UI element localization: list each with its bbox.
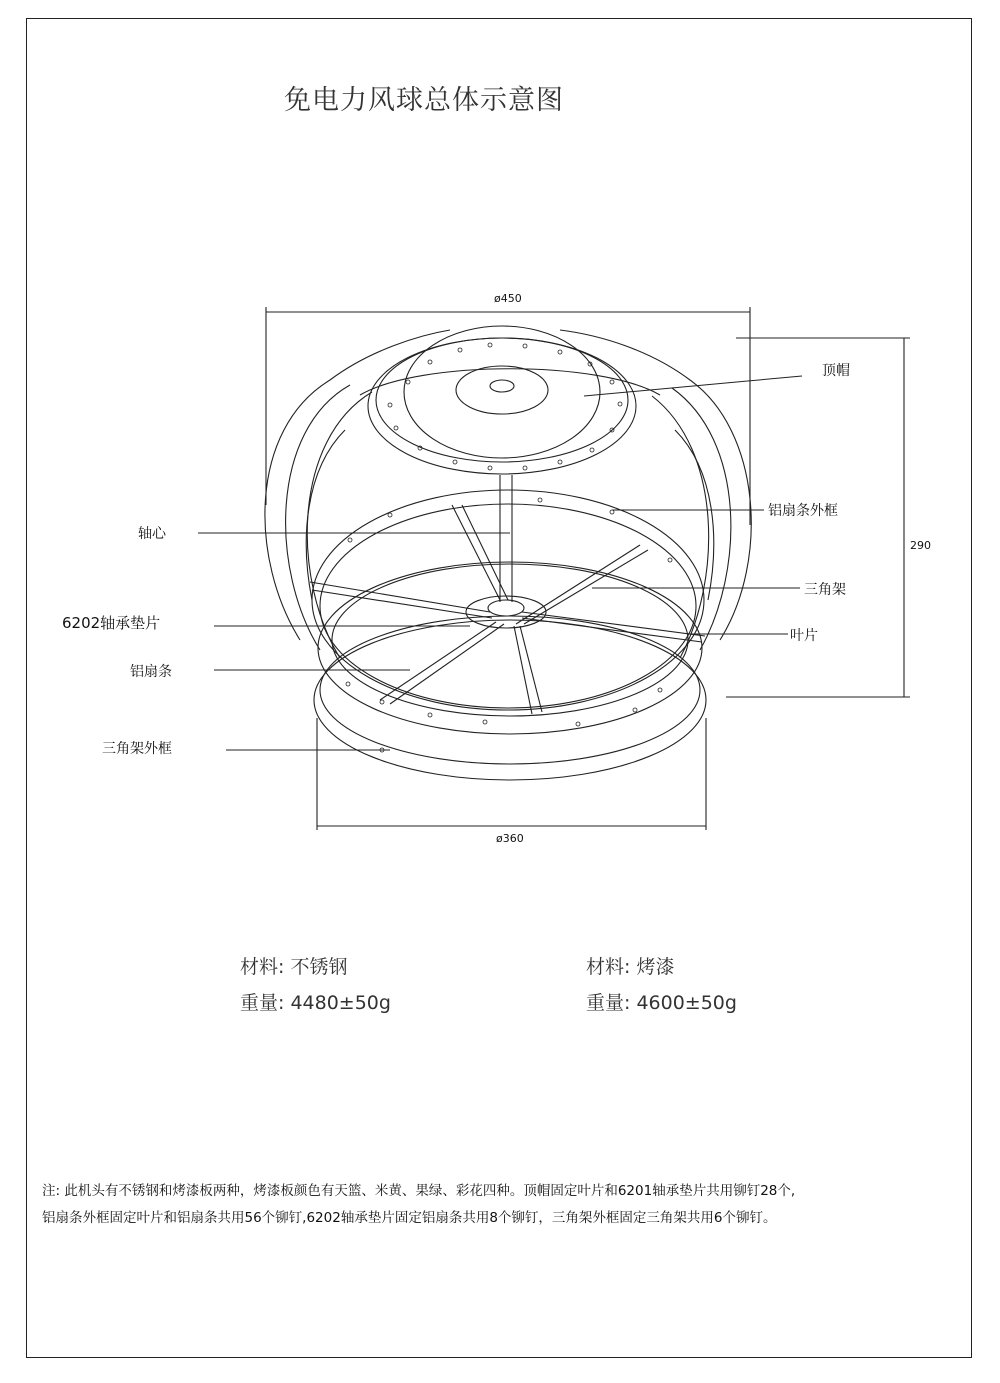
bottom-diameter-dimension [317,718,706,830]
spec-right-material: 材料: 烤漆 [586,956,675,978]
top-diameter-dimension [266,307,750,525]
globe-vanes [265,330,751,658]
rivets [346,343,672,752]
bottom-diameter-label: ø360 [496,832,524,845]
label-aluminum-strip: 铝扇条 [130,664,172,680]
spec-right-weight: 重量: 4600±50g [586,992,737,1014]
label-outer-frame: 铝扇条外框 [768,503,838,519]
label-shaft: 轴心 [138,526,166,542]
page-title: 免电力风球总体示意图 [284,85,564,116]
spec-left-material: 材料: 不锈钢 [240,956,348,978]
top-diameter-label: ø450 [494,292,522,305]
top-cap [368,326,636,474]
label-bearing-pad: 6202轴承垫片 [62,614,161,632]
spec-left-weight: 重量: 4480±50g [240,992,391,1014]
bottom-ring [314,562,706,780]
label-blade: 叶片 [790,628,818,644]
note-text: 注: 此机头有不锈钢和烤漆板两种，烤漆板颜色有天篮、米黄、果绿、彩花四种。顶帽固定叶片和6201轴承垫片共用铆钉28个,铝扇条外框固定叶片和铝扇条共用56个铆钉,6202轴承垫片固定铝扇条共用8个铆钉，三角架外框固定三角架共用6个铆钉。 [42,1183,796,1226]
label-triangle-outer-frame: 三角架外框 [102,741,172,757]
shaft [500,475,512,602]
label-top-cap: 顶帽 [822,363,850,379]
height-label: 290 [910,539,931,552]
label-triangle-frame: 三角架 [804,582,846,598]
